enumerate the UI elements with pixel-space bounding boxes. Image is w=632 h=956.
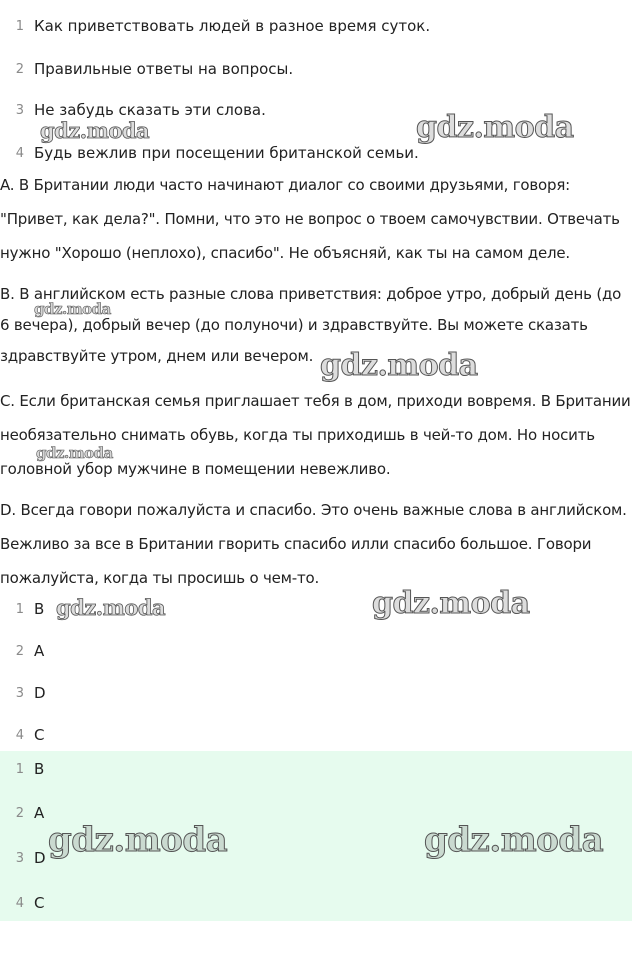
question-item bbox=[0, 14, 430, 38]
answer-value: D bbox=[34, 849, 46, 867]
question-text: Не забудь сказать эти слова. bbox=[34, 101, 266, 119]
paragraph-d: D. Всегда говори пожалуйста и спасибо. Это очень важные слова в английском. Вежливо за все в Британии гворить спасибо илли спасибо большое. Говори пожалуйста, когда ты просишь о чем-то. bbox=[0, 501, 627, 587]
highlighted-answer-item bbox=[0, 801, 44, 825]
answer-value: B bbox=[34, 760, 45, 778]
watermark-logo: gdz.moda bbox=[320, 348, 478, 383]
highlighted-answer-item bbox=[0, 846, 46, 870]
question-text: Будь вежлив при посещении британской семьи. bbox=[34, 144, 419, 162]
question-text: Правильные ответы на вопросы. bbox=[34, 60, 294, 78]
paragraph-b: B. В английском есть разные слова приветствия: доброе утро, добрый день (до 6 вечера), добрый вечер (до полуночи) и здравствуйте. Вы можете сказать здравствуйте утром, днем или вечером. bbox=[0, 285, 622, 365]
highlighted-answer-item bbox=[0, 757, 44, 781]
answer-value: B bbox=[34, 600, 45, 618]
question-number: 3 bbox=[15, 102, 24, 118]
watermark-logo: gdz.moda bbox=[40, 118, 150, 143]
answer-value: A bbox=[34, 642, 45, 660]
answer-number: 3 bbox=[15, 850, 24, 866]
answer-number: 4 bbox=[15, 895, 24, 911]
watermark-logo: gdz.moda bbox=[372, 586, 530, 621]
answer-value: A bbox=[34, 804, 45, 822]
answer-value: C bbox=[34, 894, 45, 912]
answer-item bbox=[0, 723, 44, 747]
answer-item bbox=[0, 681, 46, 705]
watermark-logo: gdz.moda bbox=[56, 595, 166, 620]
question-item bbox=[0, 141, 419, 165]
watermark-logo: gdz.moda bbox=[48, 820, 228, 860]
paragraph-c: C. Если британская семья приглашает тебя в дом, приходи вовремя. В Британии необязательно снимать обувь, когда ты приходишь в чей-то дом. Но носить головной убор мужчине в помещении невежливо. bbox=[0, 392, 631, 478]
answer-number: 3 bbox=[15, 685, 24, 701]
question-number: 1 bbox=[15, 18, 24, 34]
watermark-logo: gdz.moda bbox=[34, 300, 111, 318]
answer-number: 1 bbox=[15, 601, 24, 617]
paragraph-a: A. В Британии люди часто начинают диалог со своими друзьями, говоря: "Привет, как дела?". Помни, что это не вопрос о твоем самочувствии. Отвечать нужно "Хорошо (неплохо), спасибо". Не объясняй, как ты на самом деле. bbox=[0, 176, 620, 262]
question-item bbox=[0, 57, 293, 81]
watermark-logo: gdz.moda bbox=[424, 820, 604, 860]
answer-item bbox=[0, 597, 44, 621]
highlighted-answer-item bbox=[0, 891, 44, 915]
answer-highlight-box bbox=[0, 751, 632, 921]
answer-number: 4 bbox=[15, 727, 24, 743]
question-item bbox=[0, 98, 266, 122]
answer-value: D bbox=[34, 684, 46, 702]
answer-value: C bbox=[34, 726, 45, 744]
question-text: Как приветствовать людей в разное время суток. bbox=[34, 17, 431, 35]
question-number: 2 bbox=[15, 61, 24, 77]
watermark-logo: gdz.moda bbox=[36, 444, 113, 462]
watermark-logo: gdz.moda bbox=[416, 110, 574, 145]
answer-number: 2 bbox=[15, 643, 24, 659]
answer-number: 2 bbox=[15, 805, 24, 821]
question-number: 4 bbox=[15, 145, 24, 161]
answer-item bbox=[0, 639, 44, 663]
answer-number: 1 bbox=[15, 761, 24, 777]
